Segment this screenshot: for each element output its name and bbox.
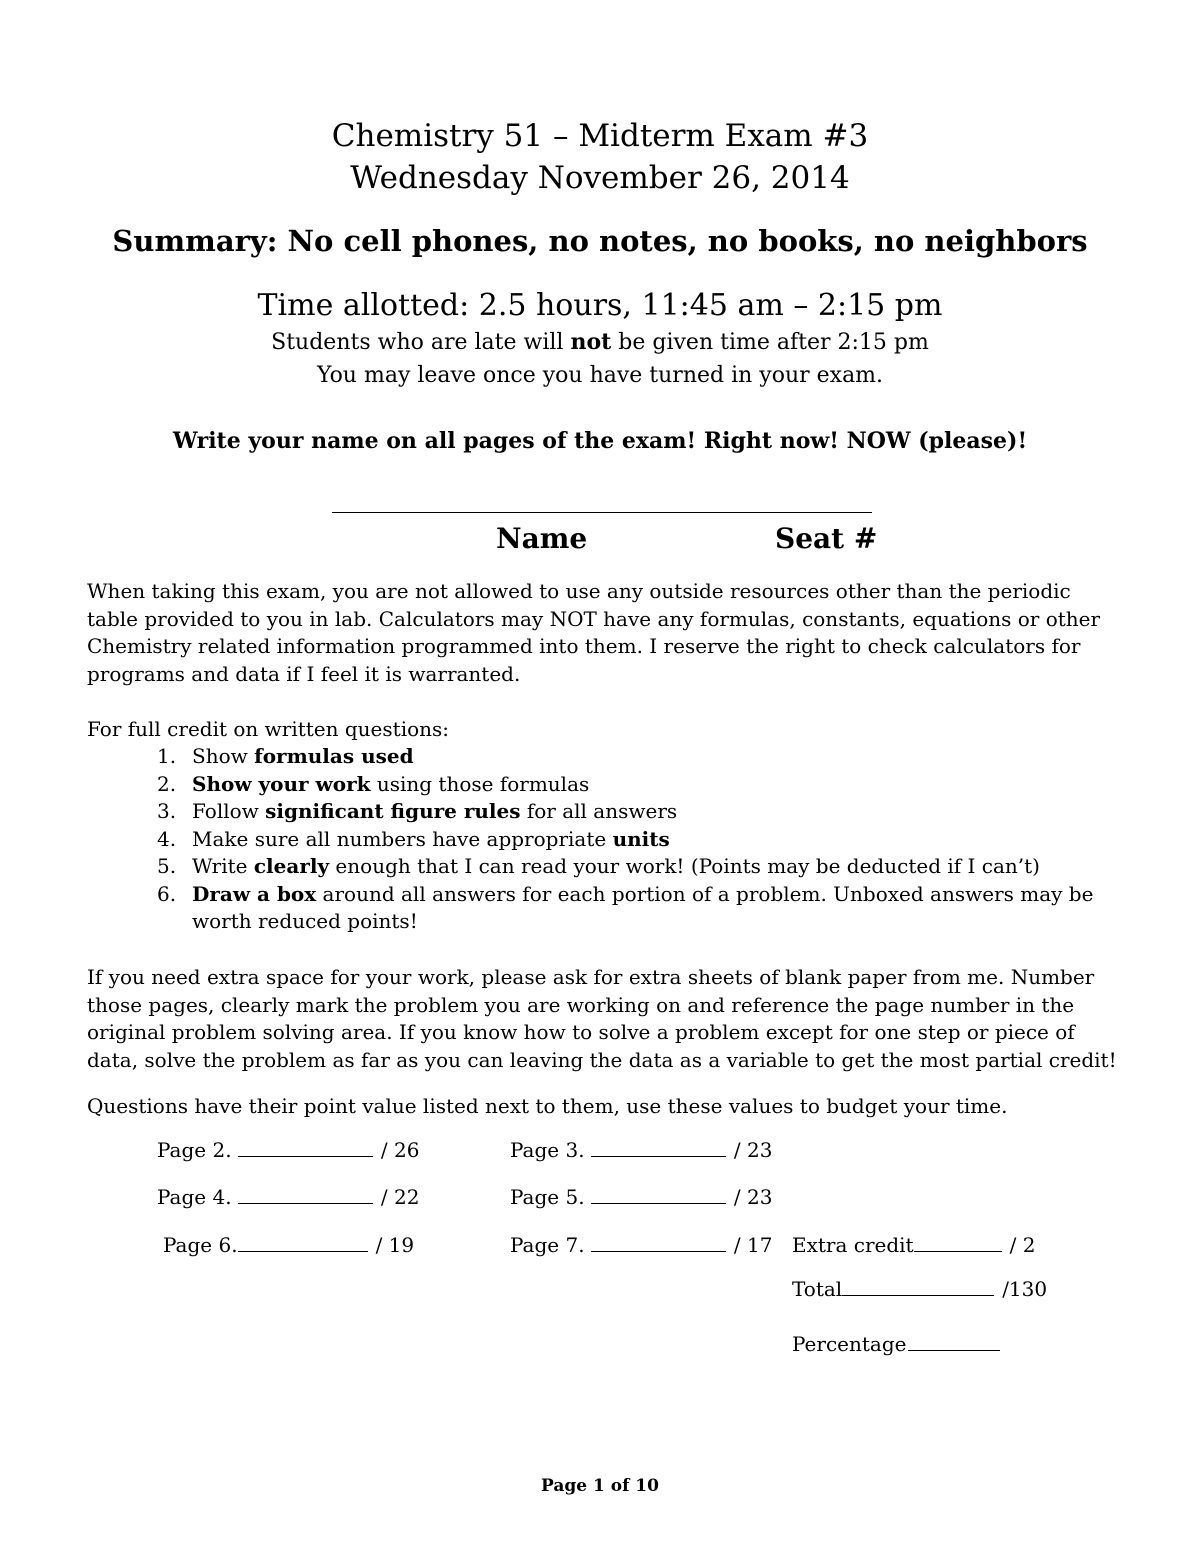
seat-label: Seat # <box>775 522 878 555</box>
score-blank-total[interactable] <box>842 1277 994 1296</box>
score-extra-credit <box>792 1233 1035 1257</box>
score-page6 <box>163 1233 414 1257</box>
credit-intro: For full credit on written questions: <box>87 717 450 741</box>
score-page2 <box>157 1138 419 1162</box>
list-number: 3. <box>157 799 177 823</box>
time-allotted: Time allotted: 2.5 hours, 11:45 am – 2:15 pm <box>257 288 943 323</box>
score-blank-percentage[interactable] <box>908 1332 1000 1351</box>
late-notice-post: be given time after 2:15 pm <box>611 330 929 355</box>
resources-text: When taking this exam, you are not allowed to use any outside resources other than the periodic table provided to you in lab. Calculators may NOT have any formulas, constants, equations or other Chemistry related information programmed into them. I reserve the right to check calculators for programs and data if I feel it is warranted. <box>87 579 1101 686</box>
list-bold-text: units <box>612 826 670 851</box>
score-blank-page2[interactable] <box>238 1138 373 1157</box>
score-label: Total <box>792 1277 843 1301</box>
score-blank-page7[interactable] <box>591 1233 726 1252</box>
score-max: / 26 <box>380 1138 420 1162</box>
score-label: Extra credit <box>792 1233 914 1257</box>
list-bold-text: clearly <box>253 854 330 878</box>
extra-space-paragraph <box>87 964 1117 1074</box>
score-max: / 23 <box>733 1138 773 1162</box>
credit-rules-list <box>157 743 1117 936</box>
list-item <box>157 798 1117 826</box>
leave-notice: You may leave once you have turned in your exam. <box>316 363 884 388</box>
list-bold-text: Show your work <box>192 771 371 796</box>
score-blank-page3[interactable] <box>591 1138 726 1157</box>
score-blank-page5[interactable] <box>591 1185 726 1204</box>
list-number: 6. <box>157 881 177 906</box>
score-page4 <box>157 1185 419 1209</box>
score-label: Page 2. <box>157 1138 232 1162</box>
score-percentage <box>792 1332 1008 1356</box>
score-blank-page6[interactable] <box>238 1233 368 1252</box>
list-item <box>157 853 1117 881</box>
score-label: Page 4. <box>157 1185 232 1209</box>
list-item <box>157 881 1117 936</box>
list-text: Show <box>192 744 255 768</box>
score-label: Percentage <box>792 1332 907 1356</box>
list-number: 1. <box>157 744 177 768</box>
exam-date: Wednesday November 26, 2014 <box>350 160 850 196</box>
list-number: 5. <box>157 854 177 878</box>
list-text: Make sure all numbers have appropriate <box>192 826 613 851</box>
score-page3 <box>510 1138 772 1162</box>
exam-title: Chemistry 51 – Midterm Exam #3 <box>331 118 869 154</box>
name-seat-line[interactable] <box>332 512 872 513</box>
page-number: Page 1 of 10 <box>541 1476 659 1496</box>
score-max: / 22 <box>380 1185 420 1209</box>
list-text: Follow <box>192 799 266 823</box>
score-page5 <box>510 1185 772 1209</box>
score-label: Page 6. <box>163 1233 238 1257</box>
list-text: using those formulas <box>370 771 590 796</box>
list-text: Write <box>192 854 254 878</box>
score-total <box>792 1277 1047 1301</box>
list-item <box>157 743 1117 771</box>
score-label: Page 5. <box>510 1185 585 1209</box>
late-notice-pre: Students who are late will <box>271 330 571 355</box>
list-item <box>157 826 1117 854</box>
list-bold-text: significant figure rules <box>265 799 521 823</box>
score-max: / 17 <box>733 1233 773 1257</box>
list-number: 4. <box>157 826 177 851</box>
resources-paragraph <box>87 578 1117 688</box>
list-text: for all answers <box>520 799 678 823</box>
list-text: around all answers for each portion of a problem. Unboxed answers may be worth reduced points! <box>192 881 1094 933</box>
score-page7 <box>510 1233 772 1257</box>
summary-heading: Summary: No cell phones, no notes, no books, no neighbors <box>112 224 1088 258</box>
list-bold-text: formulas used <box>254 744 414 768</box>
late-notice <box>0 329 1200 355</box>
name-label: Name <box>496 522 588 555</box>
score-blank-page4[interactable] <box>238 1185 373 1204</box>
score-blank-extra[interactable] <box>914 1233 1002 1252</box>
score-max: /130 <box>1002 1277 1048 1301</box>
list-bold-text: Draw a box <box>192 881 317 906</box>
list-number: 2. <box>157 771 177 796</box>
score-max: / 19 <box>375 1233 415 1257</box>
score-max: / 2 <box>1009 1233 1036 1257</box>
score-max: / 23 <box>733 1185 773 1209</box>
write-name-instruction: Write your name on all pages of the exam! Right now! NOW (please)! <box>172 428 1028 454</box>
list-text: enough that I can read your work! (Points may be deducted if I can’t) <box>329 854 1040 878</box>
points-note: Questions have their point value listed next to them, use these values to budget your time. <box>87 1094 1008 1118</box>
late-notice-bold: not <box>570 329 612 355</box>
list-item <box>157 771 1117 799</box>
score-label: Page 7. <box>510 1233 585 1257</box>
extra-space-text: If you need extra space for your work, please ask for extra sheets of blank paper from me. Number those pages, clearly mark the problem you are working on and reference the page number in the original problem solving area. If you know how to solve a problem except for one step or piece of data, solve the problem as far as you can leaving the data as a variable to get the most partial credit! <box>87 965 1117 1072</box>
score-label: Page 3. <box>510 1138 585 1162</box>
